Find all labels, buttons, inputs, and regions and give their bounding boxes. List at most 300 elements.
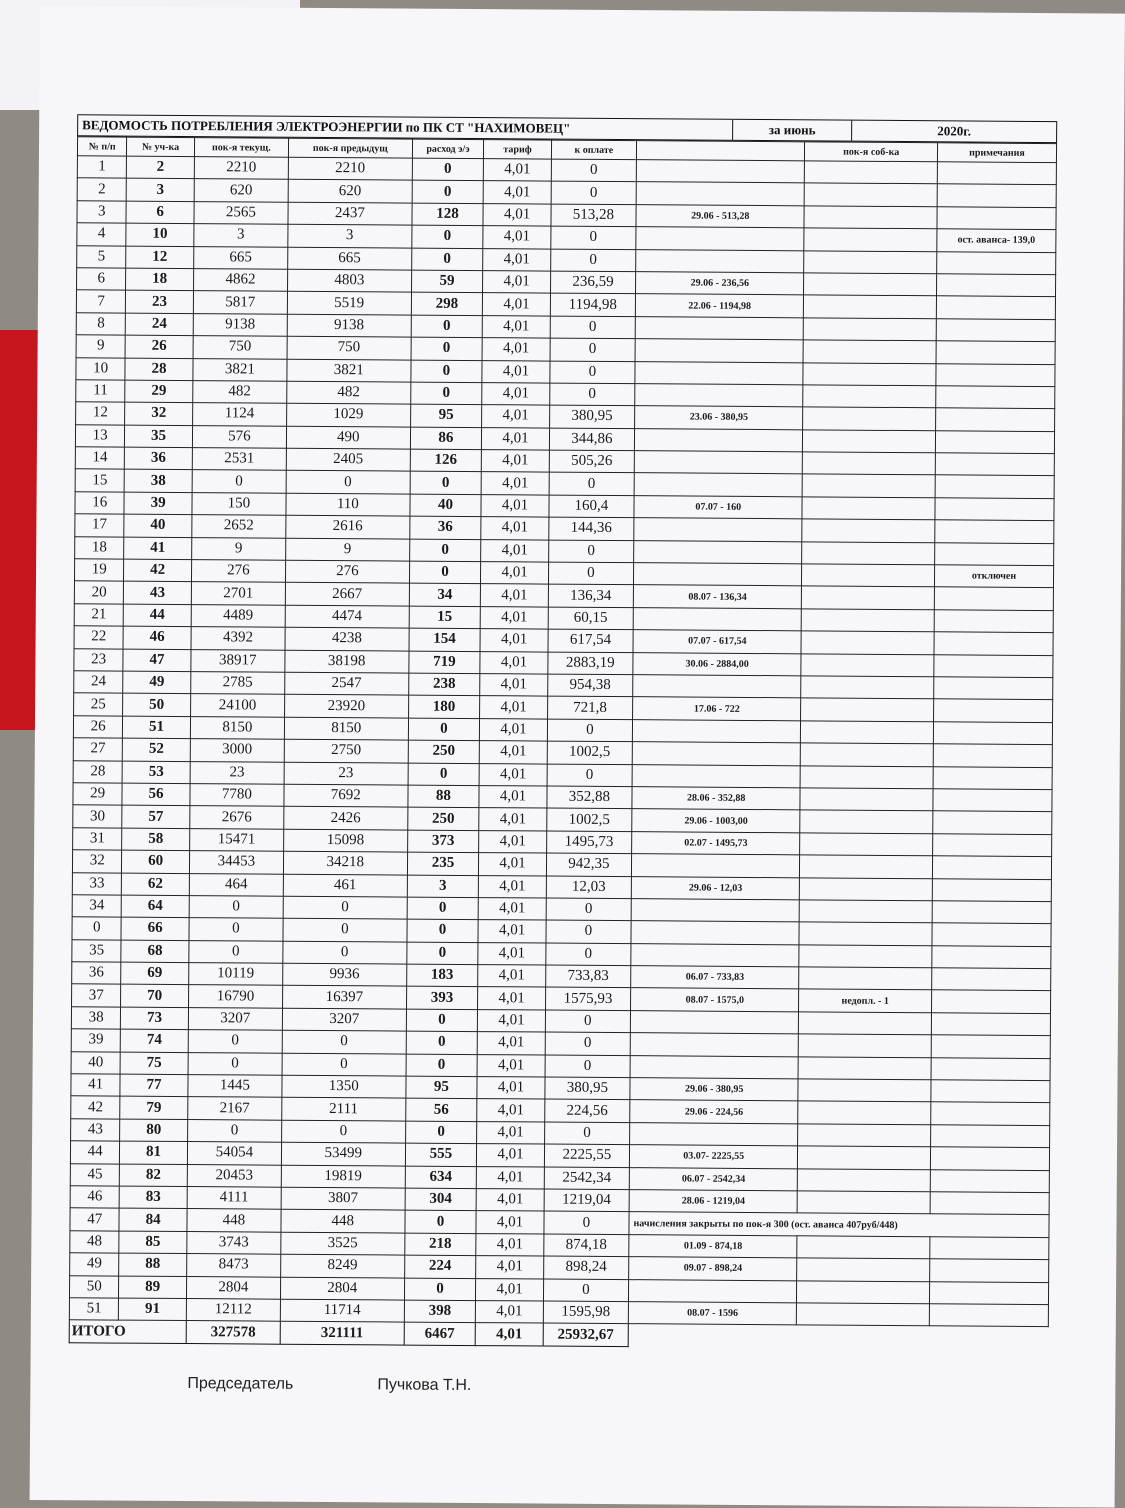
payment-note-cell <box>631 943 800 967</box>
reading-current-cell: 10119 <box>188 963 282 986</box>
row-number-cell: 21 <box>74 604 124 627</box>
consumption-cell: 180 <box>408 695 480 718</box>
plot-number-cell: 66 <box>121 917 189 940</box>
owner-reading-cell <box>802 609 935 632</box>
tariff-cell: 4,01 <box>483 203 551 226</box>
payment-note-cell: 17.06 - 722 <box>633 697 802 721</box>
reading-previous-cell: 2437 <box>288 202 412 225</box>
plot-number-cell: 39 <box>124 492 192 515</box>
reading-previous-cell: 2804 <box>281 1277 405 1300</box>
remarks-cell <box>930 1125 1049 1148</box>
remarks-cell <box>929 1281 1048 1304</box>
plot-number-cell: 10 <box>126 223 194 246</box>
consumption-cell: 0 <box>406 1054 478 1077</box>
consumption-cell: 0 <box>406 1031 478 1054</box>
owner-reading-cell <box>799 1034 932 1057</box>
row-number-cell: 16 <box>75 492 125 515</box>
consumption-cell: 634 <box>405 1166 477 1189</box>
reading-current-cell: 1124 <box>192 403 286 426</box>
consumption-cell: 235 <box>407 852 479 875</box>
reading-current-cell: 9 <box>191 537 285 560</box>
owner-reading-cell <box>798 1168 931 1191</box>
row-number-cell: 2 <box>77 178 127 201</box>
remarks-cell <box>933 744 1052 767</box>
reading-previous-cell: 2426 <box>284 807 408 830</box>
owner-reading-cell <box>800 900 933 923</box>
to-pay-cell: 380,95 <box>549 405 634 428</box>
payment-note-cell <box>631 854 800 878</box>
reading-previous-cell: 2547 <box>285 672 409 695</box>
tariff-cell: 4,01 <box>481 606 549 629</box>
tariff-cell: 4,01 <box>480 629 548 652</box>
reading-previous-cell: 461 <box>283 874 407 897</box>
tariff-cell: 4,01 <box>478 920 546 943</box>
payment-note-cell <box>634 540 803 564</box>
owner-reading-cell <box>800 877 933 900</box>
tariff-cell: 4,01 <box>479 763 547 786</box>
to-pay-cell: 1595,98 <box>543 1301 628 1324</box>
reading-current-cell: 20453 <box>187 1164 281 1187</box>
remarks-cell <box>932 878 1051 901</box>
reading-current-cell: 2701 <box>191 582 285 605</box>
total-previous: 321111 <box>280 1322 404 1345</box>
reading-current-cell: 2565 <box>194 201 288 224</box>
payment-note-cell: 29.06 - 236,56 <box>636 272 805 296</box>
payment-note-cell: 07.07 - 617,54 <box>633 630 802 654</box>
tariff-cell: 4,01 <box>479 808 547 831</box>
owner-reading-cell <box>799 944 932 967</box>
to-pay-cell: 0 <box>550 316 635 339</box>
tariff-cell: 4,01 <box>476 1211 544 1234</box>
reading-previous-cell: 0 <box>282 1030 406 1053</box>
report-sheet <box>69 114 1058 1350</box>
tariff-cell: 4,01 <box>477 1077 545 1100</box>
to-pay-cell: 721,8 <box>547 696 632 719</box>
plot-number-cell: 47 <box>123 649 191 672</box>
row-number-cell: 46 <box>70 1186 120 1209</box>
tariff-cell: 4,01 <box>477 1099 545 1122</box>
tariff-cell: 4,01 <box>480 718 548 741</box>
col-header: пок-я предыдущ <box>288 138 412 158</box>
tariff-cell: 4,01 <box>483 315 551 338</box>
owner-reading-cell <box>797 1303 930 1326</box>
payment-note-cell <box>630 1055 799 1079</box>
remarks-cell <box>937 162 1056 185</box>
to-pay-cell: 1002,5 <box>547 741 632 764</box>
owner-reading-cell <box>805 183 938 206</box>
reading-previous-cell: 3 <box>288 224 412 247</box>
owner-reading-cell <box>802 497 935 520</box>
reading-previous-cell: 16397 <box>283 986 407 1009</box>
col-header: к оплате <box>551 140 636 160</box>
consumption-cell: 0 <box>411 248 483 271</box>
owner-reading-cell <box>801 653 934 676</box>
reading-previous-cell: 15098 <box>284 829 408 852</box>
consumption-cell: 88 <box>407 785 479 808</box>
consumption-cell: 34 <box>409 584 481 607</box>
owner-reading-cell <box>804 318 937 341</box>
payment-note-cell <box>636 249 805 273</box>
plot-number-cell: 89 <box>119 1276 187 1299</box>
reading-current-cell: 0 <box>189 940 283 963</box>
reading-current-cell: 34453 <box>189 851 283 874</box>
payment-note-cell: 29.06 - 380,95 <box>630 1078 799 1102</box>
plot-number-cell: 51 <box>123 716 191 739</box>
row-number-cell: 28 <box>73 760 123 783</box>
reading-previous-cell: 0 <box>283 919 407 942</box>
to-pay-cell: 2883,19 <box>548 652 633 675</box>
reading-previous-cell: 4474 <box>285 605 409 628</box>
remarks-cell: ост. аванса- 139,0 <box>937 229 1056 252</box>
tariff-cell: 4,01 <box>481 494 549 517</box>
plot-number-cell: 2 <box>127 156 195 179</box>
payment-note-cell <box>636 227 805 251</box>
reading-previous-cell: 2667 <box>285 583 409 606</box>
tariff-cell: 4,01 <box>481 562 549 585</box>
reading-previous-cell: 1350 <box>282 1075 406 1098</box>
plot-number-cell: 80 <box>120 1119 188 1142</box>
plot-number-cell: 77 <box>120 1074 188 1097</box>
to-pay-cell: 1002,5 <box>546 808 631 831</box>
plot-number-cell: 32 <box>125 402 193 425</box>
row-number-cell: 29 <box>73 783 123 806</box>
consumption-cell: 3 <box>407 875 479 898</box>
remarks-cell <box>930 1236 1049 1259</box>
reading-current-cell: 4111 <box>187 1187 281 1210</box>
owner-reading-cell <box>799 967 932 990</box>
consumption-cell: 238 <box>408 673 480 696</box>
payment-note-cell: 01.09 - 874,18 <box>629 1234 798 1258</box>
remarks-cell <box>930 1192 1049 1215</box>
to-pay-cell: 236,59 <box>550 271 635 294</box>
row-number-cell: 20 <box>74 581 124 604</box>
plot-number-cell: 70 <box>121 985 189 1008</box>
to-pay-cell: 0 <box>544 1211 629 1234</box>
row-number-cell: 33 <box>72 872 122 895</box>
owner-reading-cell: недопл. - 1 <box>799 989 932 1012</box>
consumption-cell: 0 <box>411 225 483 248</box>
owner-reading-cell <box>798 1101 931 1124</box>
consumption-cell: 40 <box>409 494 481 517</box>
payment-note-cell <box>634 518 803 542</box>
row-number-cell: 19 <box>74 559 124 582</box>
tariff-cell: 4,01 <box>480 651 548 674</box>
to-pay-cell: 505,26 <box>549 450 634 473</box>
payment-note-cell <box>632 742 801 766</box>
to-pay-cell: 0 <box>547 764 632 787</box>
reading-previous-cell: 53499 <box>281 1142 405 1165</box>
payment-note-cell <box>630 1033 799 1057</box>
payment-note-cell: 29.06 - 513,28 <box>636 204 805 228</box>
plot-number-cell: 88 <box>119 1253 187 1276</box>
plot-number-cell: 24 <box>126 313 194 336</box>
tariff-cell: 4,01 <box>476 1300 544 1323</box>
tariff-cell: 4,01 <box>478 942 546 965</box>
signature-role: Председатель <box>187 1375 294 1393</box>
tariff-cell: 4,01 <box>477 1144 545 1167</box>
owner-reading-cell <box>800 833 933 856</box>
reading-current-cell: 276 <box>191 560 285 583</box>
to-pay-cell: 513,28 <box>551 204 636 227</box>
owner-reading-cell <box>803 385 936 408</box>
consumption-cell: 0 <box>410 382 482 405</box>
consumption-cell: 95 <box>405 1076 477 1099</box>
to-pay-cell: 160,4 <box>549 495 634 518</box>
plot-number-cell: 40 <box>124 514 192 537</box>
to-pay-cell: 0 <box>545 1032 630 1055</box>
plot-number-cell: 38 <box>125 470 193 493</box>
to-pay-cell: 0 <box>547 719 632 742</box>
row-number-cell: 1 <box>77 156 127 179</box>
remarks-cell <box>935 430 1054 453</box>
reading-previous-cell: 2210 <box>288 157 412 180</box>
table-body <box>69 156 1056 1327</box>
row-number-cell: 4 <box>77 223 127 246</box>
consumption-cell: 95 <box>410 404 482 427</box>
plot-number-cell: 50 <box>123 693 191 716</box>
reading-previous-cell: 482 <box>287 381 411 404</box>
reading-current-cell: 4862 <box>193 269 287 292</box>
payment-note-cell <box>635 361 804 385</box>
to-pay-cell: 874,18 <box>544 1234 629 1257</box>
reading-current-cell: 576 <box>192 425 286 448</box>
reading-current-cell: 54054 <box>187 1142 281 1165</box>
to-pay-cell: 136,34 <box>548 584 633 607</box>
consumption-cell: 0 <box>404 1278 476 1301</box>
payment-note-cell <box>635 384 804 408</box>
reading-current-cell: 620 <box>194 179 288 202</box>
payment-note-cell <box>632 719 801 743</box>
tariff-cell: 4,01 <box>477 1121 545 1144</box>
payment-note-cell <box>631 899 800 923</box>
tariff-cell: 4,01 <box>480 674 548 697</box>
to-pay-cell: 942,35 <box>546 853 631 876</box>
tariff-cell: 4,01 <box>481 539 549 562</box>
row-number-cell: 7 <box>76 290 126 313</box>
consumption-cell: 0 <box>405 1121 477 1144</box>
reading-current-cell: 0 <box>188 1052 282 1075</box>
tariff-cell: 4,01 <box>476 1278 544 1301</box>
consumption-cell: 36 <box>409 516 481 539</box>
consumption-cell: 0 <box>406 942 478 965</box>
owner-reading-cell <box>805 161 938 184</box>
plot-number-cell: 28 <box>125 358 193 381</box>
consumption-cell: 0 <box>411 315 483 338</box>
total-empty <box>628 1324 797 1348</box>
total-current: 327578 <box>186 1321 280 1344</box>
consumption-cell: 128 <box>412 203 484 226</box>
owner-reading-cell <box>802 541 935 564</box>
plot-number-cell: 3 <box>127 179 195 202</box>
reading-previous-cell: 3807 <box>281 1187 405 1210</box>
plot-number-cell: 73 <box>121 1007 189 1030</box>
plot-number-cell: 56 <box>122 783 190 806</box>
remarks-cell <box>931 990 1050 1013</box>
row-number-cell: 15 <box>75 469 125 492</box>
to-pay-cell: 0 <box>546 920 631 943</box>
plot-number-cell: 26 <box>125 335 193 358</box>
to-pay-cell: 0 <box>544 1122 629 1145</box>
reading-previous-cell: 8150 <box>284 717 408 740</box>
to-pay-cell: 0 <box>550 249 635 272</box>
row-number-cell: 48 <box>70 1230 120 1253</box>
remarks-cell <box>936 318 1055 341</box>
row-number-cell: 42 <box>71 1096 121 1119</box>
consumption-cell: 126 <box>410 449 482 472</box>
row-number-cell: 3 <box>77 201 127 224</box>
tariff-cell: 4,01 <box>483 293 551 316</box>
document-page <box>30 6 1125 1508</box>
consumption-cell: 0 <box>408 718 480 741</box>
plot-number-cell: 75 <box>120 1052 188 1075</box>
reading-previous-cell: 2111 <box>282 1098 406 1121</box>
remarks-cell <box>935 498 1054 521</box>
owner-reading-cell <box>802 586 935 609</box>
tariff-cell: 4,01 <box>476 1233 544 1256</box>
report-month: за июнь <box>733 120 852 141</box>
owner-reading-cell <box>803 362 936 385</box>
payment-note-cell <box>631 921 800 945</box>
owner-reading-cell <box>804 273 937 296</box>
remarks-cell <box>932 901 1051 924</box>
consumption-cell: 0 <box>407 897 479 920</box>
consumption-cell: 304 <box>405 1188 477 1211</box>
reading-previous-cell: 0 <box>283 896 407 919</box>
remarks-cell <box>936 363 1055 386</box>
plot-number-cell: 53 <box>122 761 190 784</box>
row-number-cell: 23 <box>74 648 124 671</box>
remarks-cell <box>934 632 1053 655</box>
owner-reading-cell <box>803 430 936 453</box>
owner-reading-cell <box>800 788 933 811</box>
owner-reading-cell <box>804 295 937 318</box>
payment-note-cell: 06.07 - 733,83 <box>631 966 800 990</box>
consumption-cell: 0 <box>409 539 481 562</box>
row-number-cell: 31 <box>73 827 123 850</box>
remarks-cell <box>932 923 1051 946</box>
reading-previous-cell: 620 <box>288 180 412 203</box>
payment-note-cell: начисления закрыты по пок-я 300 (ост. аванса 407руб/448) <box>629 1212 1049 1237</box>
reading-current-cell: 8150 <box>190 716 284 739</box>
owner-reading-cell <box>800 765 933 788</box>
to-pay-cell: 0 <box>545 1055 630 1078</box>
owner-reading-cell <box>798 1124 931 1147</box>
owner-reading-cell <box>800 855 933 878</box>
col-header: тариф <box>484 140 551 159</box>
reading-previous-cell: 0 <box>286 471 410 494</box>
row-number-cell: 6 <box>77 268 127 291</box>
consumption-cell: 154 <box>409 628 481 651</box>
tariff-cell: 4,01 <box>483 271 551 294</box>
payment-note-cell: 28.06 - 1219,04 <box>629 1190 798 1214</box>
to-pay-cell: 1575,93 <box>545 988 630 1011</box>
tariff-cell: 4,01 <box>478 965 546 988</box>
owner-reading-cell <box>799 922 932 945</box>
reading-current-cell: 5817 <box>193 291 287 314</box>
payment-note-cell <box>630 1010 799 1034</box>
reading-previous-cell: 448 <box>281 1210 405 1233</box>
reading-previous-cell: 2616 <box>286 515 410 538</box>
col-header: примечания <box>937 143 1056 163</box>
reading-current-cell: 38917 <box>191 649 285 672</box>
reading-previous-cell: 38198 <box>285 650 409 673</box>
col-header: № п/п <box>77 137 127 156</box>
plot-number-cell: 29 <box>125 380 193 403</box>
remarks-cell <box>934 610 1053 633</box>
plot-number-cell: 44 <box>124 604 192 627</box>
to-pay-cell: 0 <box>546 943 631 966</box>
total-consumption: 6467 <box>404 1322 476 1345</box>
consumption-cell: 0 <box>411 337 483 360</box>
reading-previous-cell: 9 <box>286 538 410 561</box>
row-number-cell: 26 <box>73 716 123 739</box>
reading-current-cell: 9138 <box>193 313 287 336</box>
tariff-cell: 4,01 <box>483 248 551 271</box>
reading-previous-cell: 4803 <box>288 269 412 292</box>
to-pay-cell: 1495,73 <box>546 831 631 854</box>
tariff-cell: 4,01 <box>481 517 549 540</box>
remarks-cell <box>936 341 1055 364</box>
to-pay-cell: 1219,04 <box>544 1189 629 1212</box>
reading-previous-cell: 9138 <box>287 314 411 337</box>
owner-reading-cell <box>804 206 937 229</box>
tariff-cell: 4,01 <box>481 584 549 607</box>
tariff-cell: 4,01 <box>480 741 548 764</box>
consumption-cell: 59 <box>411 270 483 293</box>
to-pay-cell: 0 <box>548 562 633 585</box>
row-number-cell: 24 <box>74 671 124 694</box>
to-pay-cell: 0 <box>551 226 636 249</box>
remarks-cell <box>932 945 1051 968</box>
reading-previous-cell: 23920 <box>285 695 409 718</box>
row-number-cell: 12 <box>76 402 126 425</box>
total-empty <box>797 1325 930 1348</box>
plot-number-cell: 85 <box>119 1231 187 1254</box>
owner-reading-cell <box>801 631 934 654</box>
row-number-cell: 36 <box>72 962 122 985</box>
consumption-cell: 373 <box>407 830 479 853</box>
to-pay-cell: 224,56 <box>544 1099 629 1122</box>
reading-previous-cell: 750 <box>287 336 411 359</box>
to-pay-cell: 0 <box>550 338 635 361</box>
remarks-cell <box>934 654 1053 677</box>
reading-previous-cell: 2405 <box>286 448 410 471</box>
consumption-cell: 224 <box>404 1255 476 1278</box>
reading-previous-cell: 3525 <box>281 1232 405 1255</box>
row-number-cell: 27 <box>73 738 123 761</box>
consumption-cell: 0 <box>409 561 481 584</box>
owner-reading-cell <box>798 1191 931 1214</box>
row-number-cell: 35 <box>72 939 122 962</box>
plot-number-cell: 41 <box>124 537 192 560</box>
total-empty <box>929 1326 1048 1349</box>
consumption-cell: 15 <box>409 606 481 629</box>
owner-reading-cell <box>802 564 935 587</box>
row-number-cell: 13 <box>75 424 125 447</box>
plot-number-cell: 91 <box>119 1298 187 1321</box>
to-pay-cell: 617,54 <box>548 629 633 652</box>
row-number-cell: 8 <box>76 312 126 335</box>
consumption-cell: 56 <box>405 1098 477 1121</box>
payment-note-cell <box>630 1122 799 1146</box>
plot-number-cell: 35 <box>125 425 193 448</box>
row-number-cell: 51 <box>69 1298 119 1321</box>
owner-reading-cell <box>798 1079 931 1102</box>
reading-current-cell: 482 <box>192 380 286 403</box>
row-number-cell: 40 <box>71 1051 121 1074</box>
owner-reading-cell <box>801 676 934 699</box>
to-pay-cell: 1194,98 <box>550 293 635 316</box>
